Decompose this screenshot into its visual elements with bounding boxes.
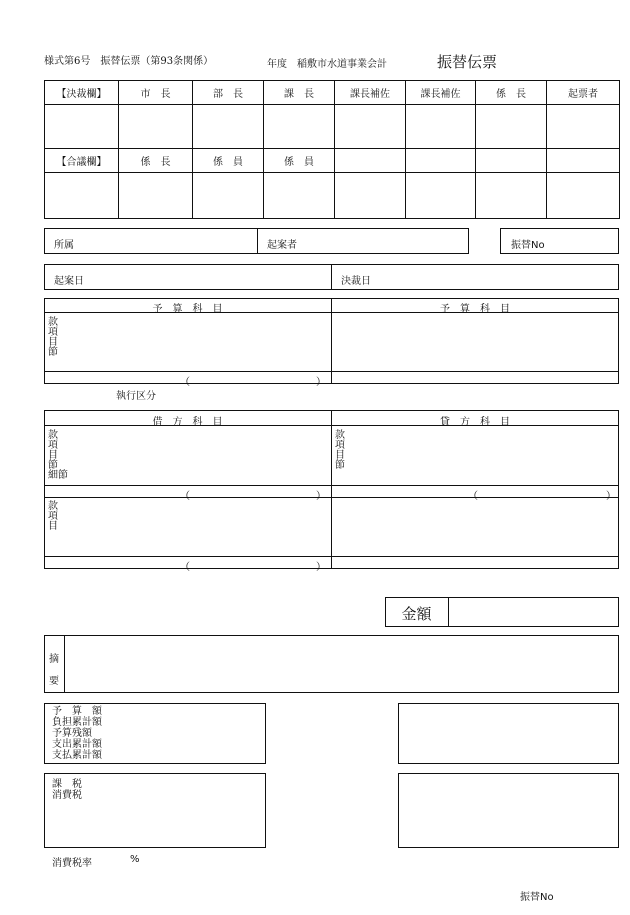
stamp-cell[interactable]	[406, 173, 476, 219]
summary-label-1: 摘	[49, 654, 59, 665]
debit-paren-close: ）	[316, 491, 326, 502]
amount-label: 金額	[401, 605, 432, 623]
stamp-cell[interactable]	[476, 173, 547, 219]
stamp-cell[interactable]	[45, 105, 119, 149]
credit-header: 貸 方 科 目	[440, 417, 510, 428]
tax-rate-label: 消費税率	[52, 858, 92, 869]
consult-role: 係 員	[193, 149, 264, 173]
stamp-cell[interactable]	[476, 105, 547, 149]
fiscal-year-label: 年度 稲敷市水道事業会計	[267, 59, 387, 70]
transfer-no-label: 振替No	[511, 240, 545, 251]
consult-role: 係 長	[119, 149, 193, 173]
role-assistant-chief: 課長補佐	[335, 81, 406, 105]
role-section-chief: 課 長	[264, 81, 335, 105]
drafter-label: 起案者	[267, 240, 297, 251]
tax-lines: 課 税 消費税	[52, 779, 82, 801]
decision-date-label: 決裁日	[341, 276, 371, 287]
role-assistant-chief: 課長補佐	[406, 81, 476, 105]
credit-paren-close: ）	[606, 491, 616, 502]
budget-header-right: 予 算 科 目	[440, 304, 510, 315]
stamp-cell[interactable]	[45, 173, 119, 219]
approval-grid	[44, 80, 620, 219]
role-mayor: 市 長	[119, 81, 193, 105]
budget-paren-open: （	[180, 377, 190, 388]
form-number: 様式第6号 振替伝票（第93条関係）	[44, 56, 214, 67]
budget-amount-lines: 予 算 額 負担累計額 予算残額 支出累計額 支払累計額	[52, 706, 102, 761]
department-label: 所属	[54, 240, 74, 251]
stamp-cell[interactable]	[335, 173, 406, 219]
stamp-cell[interactable]	[335, 105, 406, 149]
role-subsection-chief: 係 長	[476, 81, 547, 105]
approval-row-label: 【決裁欄】	[45, 81, 119, 105]
budget-subject-rows: 款 項 目 節	[48, 317, 58, 358]
draft-date-label: 起案日	[54, 276, 84, 287]
consult-role: 係 員	[264, 149, 335, 173]
stamp-cell[interactable]	[119, 173, 193, 219]
debit-subject-rows-2: 款 項 目	[48, 501, 58, 532]
stamp-cell[interactable]	[264, 173, 335, 219]
role-director: 部 長	[193, 81, 264, 105]
stamp-cell[interactable]	[406, 105, 476, 149]
credit-subject-rows: 款 項 目 節	[335, 430, 345, 471]
debit-paren-open: （	[180, 491, 190, 502]
credit-paren-open: （	[468, 491, 478, 502]
stamp-cell[interactable]	[547, 173, 620, 219]
budget-header-left: 予 算 科 目	[152, 304, 223, 315]
debit-subject-rows: 款 項 目 節 細節	[48, 430, 68, 481]
stamp-cell[interactable]	[193, 173, 264, 219]
execution-class-label: 執行区分	[116, 391, 156, 402]
right-box-2[interactable]	[398, 773, 619, 848]
consult-row-label: 【合議欄】	[45, 149, 119, 173]
debit-header: 借 方 科 目	[152, 417, 223, 428]
right-box-1[interactable]	[398, 703, 619, 764]
debit2-paren-close: ）	[316, 562, 326, 573]
summary-field[interactable]	[44, 635, 619, 693]
summary-label-2: 要	[49, 676, 59, 687]
budget-paren-close: ）	[316, 377, 326, 388]
stamp-cell[interactable]	[264, 105, 335, 149]
stamp-cell[interactable]	[547, 105, 620, 149]
stamp-cell[interactable]	[119, 105, 193, 149]
role-drafter: 起票者	[547, 81, 620, 105]
doc-title: 振替伝票	[437, 53, 498, 71]
debit2-paren-open: （	[180, 562, 190, 573]
stamp-cell[interactable]	[193, 105, 264, 149]
tax-rate-unit: %	[130, 854, 140, 865]
footer-transfer-no: 振替No	[520, 892, 554, 903]
